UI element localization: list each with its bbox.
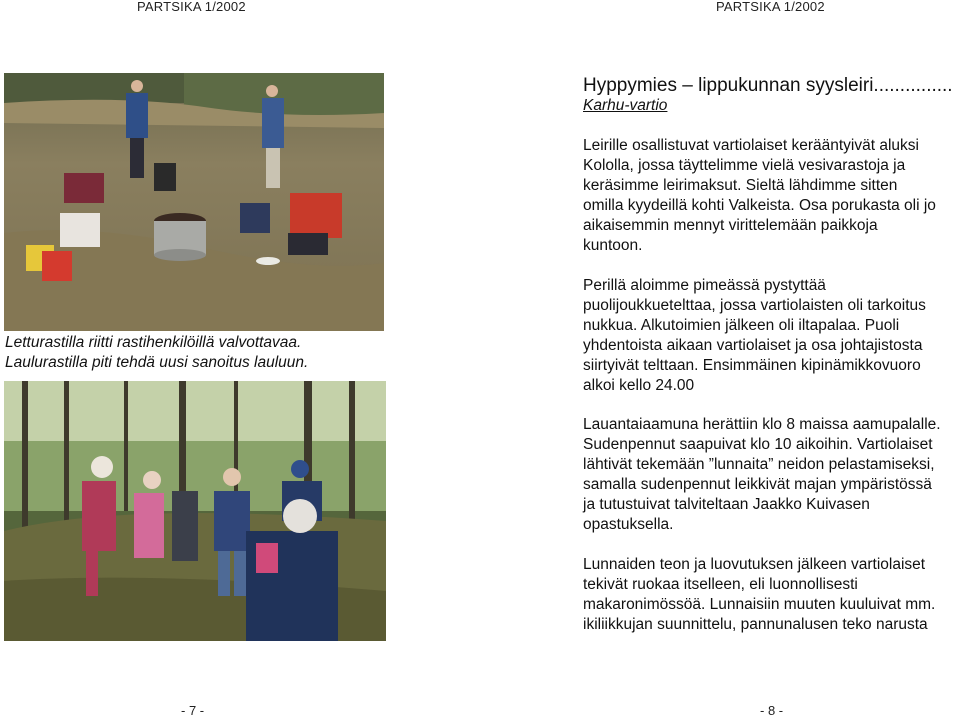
text-line: aikaisemmin mennyt virittelemään paikkoja <box>583 217 878 234</box>
text-line: alkoi kello 24.00 <box>583 377 695 394</box>
text-line: Lunnaiden teon ja luovutuksen jälkeen vartiolaiset <box>583 556 926 573</box>
text-line: yhdentoista aikaan vartiolaiset ja osa johtajistosta <box>583 337 923 354</box>
paragraph-1 <box>583 136 959 256</box>
text-line: ikiliikkujan suunnittelu, pannunalusen teko narusta <box>583 616 928 633</box>
text-line: Perillä aloimme pimeässä pystyttää <box>583 277 826 294</box>
right-page-number: - 8 - <box>760 703 784 718</box>
left-page-header: PARTSIKA 1/2002 <box>137 0 246 14</box>
text-line: makaronimössöä. Lunnaisiin muuten kuuluivat mm. <box>583 596 936 613</box>
text-line: opastuksella. <box>583 516 674 533</box>
photo-caption <box>5 333 380 373</box>
paragraph-4 <box>583 555 959 635</box>
text-line: puolijoukkuetelttaa, jossa vartiolaisten oli tarkoitus <box>583 297 926 314</box>
text-line: Sudenpennut saapuivat klo 10 aikoihin. Vartiolaiset <box>583 436 933 453</box>
text-line: tekivät ruokaa itselleen, eli luonnollisesti <box>583 576 858 593</box>
paragraph-3 <box>583 415 959 535</box>
text-line: Kololla, jossa täyttelimme vielä vesivarastoja ja <box>583 157 906 174</box>
forest-group-photo <box>4 381 386 641</box>
text-line: omilla kyydeillä kohti Valkeista. Osa porukasta oli jo <box>583 197 936 214</box>
campfire-photo <box>4 73 384 331</box>
paragraph-2 <box>583 276 959 396</box>
left-page-number: - 7 - <box>181 703 205 718</box>
text-line: siirtyivät telttaan. Ensimmäinen kipinämikkovuoro <box>583 357 921 374</box>
text-line: keräsimme leirimaksut. Sieltä lähdimme sitten <box>583 177 898 194</box>
text-line: nukkua. Alkutoimien jälkeen oli iltapalaa. Puoli <box>583 317 900 334</box>
caption-line: Laulurastilla piti tehdä uusi sanoitus lauluun. <box>5 354 309 371</box>
article-subtitle: Karhu-vartio <box>583 97 668 114</box>
article-title: Hyppymies – lippukunnan syysleiri............... <box>583 75 953 96</box>
caption-line: Letturastilla riitti rastihenkilöillä valvottavaa. <box>5 334 302 351</box>
text-line: kuntoon. <box>583 237 643 254</box>
right-page-header: PARTSIKA 1/2002 <box>716 0 825 14</box>
text-line: Lauantaiaamuna herättiin klo 8 maissa aamupalalle. <box>583 416 941 433</box>
text-line: samalla sudenpennut leikkivät majan ympäristössä <box>583 476 932 493</box>
text-line: ja tutustuivat talviteltaan Jaakko Kuivasen <box>583 496 870 513</box>
text-line: Leirille osallistuvat vartiolaiset kerääntyivät aluksi <box>583 137 919 154</box>
text-line: lähtivät tekemään ”lunnaita” neidon pelastamiseksi, <box>583 456 935 473</box>
